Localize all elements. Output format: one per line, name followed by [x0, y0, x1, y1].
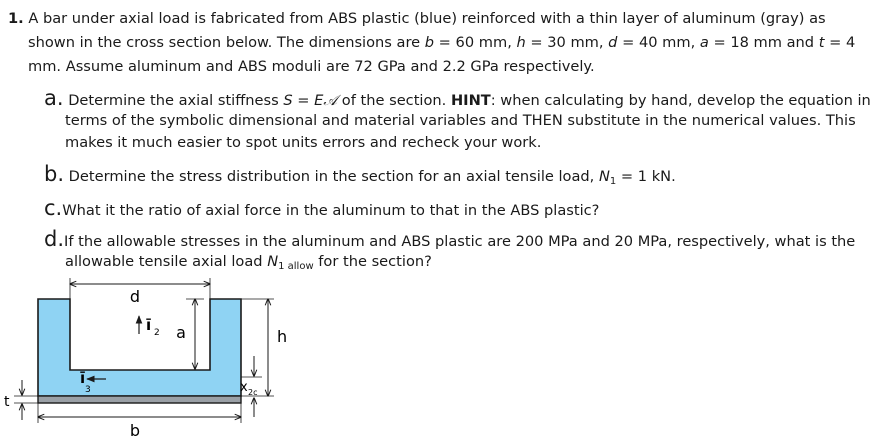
part-a-text-3: makes it much easier to spot units errors and recheck your work. [65, 134, 542, 151]
abs-channel [38, 299, 241, 396]
var-t: t [818, 34, 825, 51]
part-c-label: c. [44, 196, 63, 220]
dim-h-label: h [277, 327, 288, 346]
var-n1: N [598, 168, 610, 185]
var-d: d [608, 34, 618, 51]
intro-text-2c: = 30 mm, [525, 34, 609, 51]
var-a: a [699, 34, 709, 51]
dim-d-label: d [129, 287, 141, 306]
part-a-text-1b: of the section. [337, 92, 451, 109]
part-a-text-2: terms of the symbolic dimensional and material variables and THEN substitute in the numerical values. This [65, 112, 856, 129]
var-n1-allow-sub: 1 allow [278, 261, 314, 272]
intro-line-3 [28, 57, 595, 77]
part-a-text-1a: Determine the axial stiffness [68, 92, 284, 109]
intro-text-2d: = 40 mm, [617, 34, 700, 51]
part-d-line-1 [44, 229, 855, 252]
cross-section-figure [0, 272, 300, 441]
part-a-label: a. [44, 86, 64, 110]
intro-text-2b: = 60 mm, [434, 34, 517, 51]
part-a-text-1c: : when calculating by hand, develop the equation in [490, 92, 871, 109]
dim-t-label: t [4, 394, 10, 410]
var-b: b [424, 34, 435, 51]
problem-number: 1. [8, 10, 24, 27]
dim-x2c-label: x [240, 380, 248, 395]
intro-text-2e: = 18 mm and [708, 34, 819, 51]
i2-label: ī [146, 316, 152, 334]
i3-label: ī [80, 369, 86, 387]
dim-a-label: a [176, 323, 186, 342]
var-n1-allow: N [267, 253, 279, 270]
i2-sub: 2 [154, 328, 160, 338]
intro-text-2a: shown in the cross section below. The dimensions are [28, 34, 425, 51]
dim-x2c-sub: 2c [248, 388, 258, 397]
part-c-text: What it the ratio of axial force in the aluminum to that in the ABS plastic? [62, 202, 600, 219]
part-a-line-3 [65, 133, 541, 153]
part-d-text-2b: for the section? [313, 253, 432, 270]
part-a-line-1 [44, 88, 871, 111]
part-d-text-2a: allowable tensile axial load [65, 253, 268, 270]
i3-sub: 3 [85, 385, 91, 395]
part-b-label: b. [44, 162, 65, 186]
part-d-text-1: If the allowable stresses in the aluminum and ABS plastic are 200 MPa and 20 MPa, respectively, what is the [64, 233, 856, 250]
intro-text-1: A bar under axial load is fabricated from ABS plastic (blue) reinforced with a thin layer of aluminum (gray) as [28, 10, 826, 27]
intro-line-2 [28, 33, 855, 53]
part-a-line-2 [65, 111, 856, 131]
stiffness-formula: S = E𝒜 [283, 92, 338, 109]
part-d-label: d. [44, 227, 65, 251]
intro-text-3: mm. Assume aluminum and ABS moduli are 72 GPa and 2.2 GPa respectively. [28, 58, 595, 75]
part-c-line [44, 198, 599, 221]
part-b-text-a: Determine the stress distribution in the section for an axial tensile load, [68, 168, 599, 185]
var-h: h [516, 34, 526, 51]
var-n1-sub: 1 [609, 176, 617, 187]
intro-text-2f: = 4 [824, 34, 856, 51]
aluminum-layer [38, 396, 241, 403]
part-d-line-2 [65, 252, 432, 272]
intro-line-1 [8, 9, 826, 29]
hint-label: HINT [450, 92, 491, 109]
dim-b-label: b [129, 421, 141, 440]
part-b-text-b: = 1 kN. [616, 168, 676, 185]
part-b-line [44, 164, 676, 187]
